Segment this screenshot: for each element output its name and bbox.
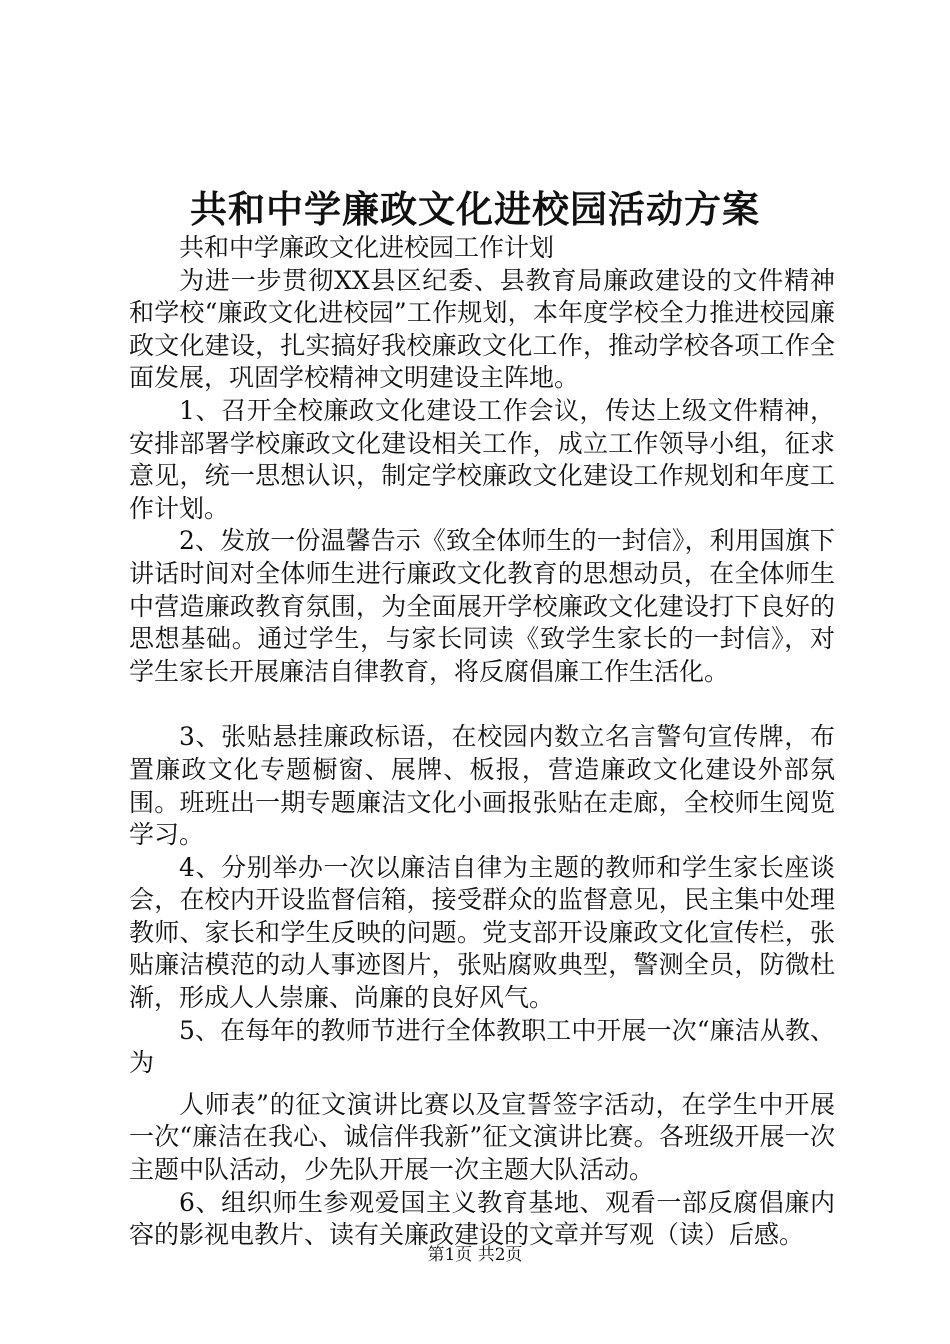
document-title: 共和中学廉政文化进校园活动方案 <box>190 187 760 231</box>
item-4-paragraph: 4、分别举办一次以廉洁自律为主题的教师和学生家长座谈会，在校内开设监督信箱，接受群众的监督意见，民主集中处理教师、家长和学生反映的问题。党支部开设廉政文化宣传栏，张贴廉洁模范的动人事迹图片，张贴腐败典型，警测全员，防微杜渐，形成人人崇廉、尚廉的良好风气。 <box>129 852 835 1013</box>
item-6-paragraph: 6、组织师生参观爱国主义教育基地、观看一部反腐倡廉内容的影视电教片、读有关廉政建设的文章并写观（读）后感。 <box>129 1187 835 1250</box>
intro-paragraph: 为进一步贯彻XX县区纪委、县教育局廉政建设的文件精神和学校“廉政文化进校园”工作规划，本年度学校全力推进校园廉政文化建设，扎实搞好我校廉政文化工作，推动学校各项工作全面发展，巩固学校精神文明建设主阵地。 <box>129 265 835 393</box>
item-5-paragraph-continued: 人师表”的征文演讲比赛以及宣誓签字活动，在学生中开展一次“廉洁在我心、诚信伴我新”征文演讲比赛。各班级开展一次主题中队活动，少先队开展一次主题大队活动。 <box>129 1089 835 1185</box>
item-2-paragraph: 2、发放一份温馨告示《致全体师生的一封信》，利用国旗下讲话时间对全体师生进行廉政文化教育的思想动员，在全体师生中营造廉政教育氛围，为全面展开学校廉政文化建设打下良好的思想基础。通过学生，与家长同读《致学生家长的一封信》，对学生家长开展廉洁自律教育，将反腐倡廉工作生活化。 <box>129 526 835 686</box>
paragraph-gap-small <box>129 1080 835 1089</box>
item-1-paragraph: 1、召开全校廉政文化建设工作会议，传达上级文件精神，安排部署学校廉政文化建设相关工作，成立工作领导小组，征求意见，统一思想认识，制定学校廉政文化建设工作规划和年度工作计划。 <box>129 395 835 523</box>
page-number-footer: 第1页 共2页 <box>427 1245 523 1265</box>
item-5-paragraph-start: 5、在每年的教师节进行全体教职工中开展一次“廉洁从教、为 <box>129 1015 835 1078</box>
document-body <box>129 232 835 1252</box>
paragraph-gap <box>129 688 835 721</box>
item-3-paragraph: 3、张贴悬挂廉政标语，在校园内数立名言警句宣传牌，布置廉政文化专题橱窗、展牌、板报，营造廉政文化建设外部氛围。班班出一期专题廉洁文化小画报张贴在走廊，全校师生阅览学习。 <box>129 722 835 850</box>
subtitle-paragraph: 共和中学廉政文化进校园工作计划 <box>179 233 555 262</box>
